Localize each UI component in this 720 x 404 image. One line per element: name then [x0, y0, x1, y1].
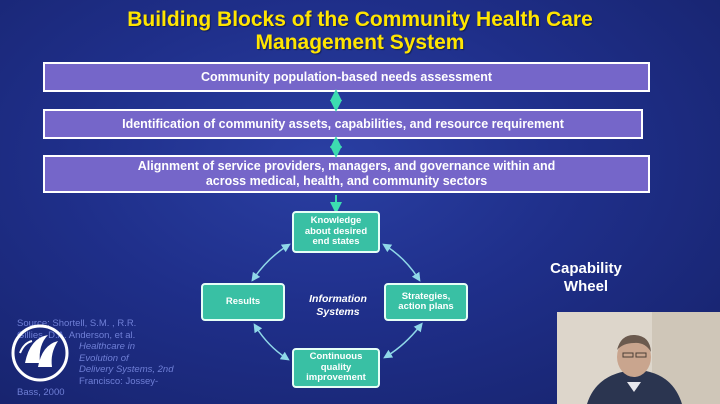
- arrow-left-top: [254, 246, 287, 278]
- wheel-node-improvement-line-3: improvement: [306, 372, 366, 384]
- wheel-node-strategies-line-1: Strategies,: [401, 290, 451, 302]
- source-line-7: Bass, 2000: [17, 387, 65, 398]
- source-line-1: Source: Shortell, S.M. , R.R.: [17, 318, 137, 329]
- block-alignment-text-line-2: across medical, health, and community sectors: [205, 174, 488, 188]
- organization-logo: [10, 323, 70, 383]
- arrow-right-bottom: [387, 326, 420, 356]
- wheel-center-line-1: Information: [309, 293, 367, 305]
- arrow-top-right: [386, 246, 418, 278]
- source-line-4: Evolution of: [79, 352, 129, 364]
- wheel-center-line-2: Systems: [316, 306, 360, 318]
- wheel-node-strategies-line-2: action plans: [398, 301, 454, 312]
- slide-title-line-2: Management System: [255, 31, 465, 54]
- block-alignment-text-line-1: Alignment of service providers, managers, and governance within and: [137, 159, 556, 173]
- source-line-3: Healthcare in: [79, 341, 135, 352]
- block-needs-assessment-text: Community population-based needs assessment: [200, 69, 493, 84]
- wheel-node-improvement-line-1: Continuous: [309, 351, 363, 363]
- wheel-node-results-line-1: Results: [225, 295, 261, 307]
- slide-title-line-1: Building Blocks of the Community Health Care: [127, 8, 593, 31]
- wheel-node-strategies: [384, 283, 468, 321]
- wheel-node-knowledge: [292, 211, 380, 253]
- speaker-video-frame: [557, 312, 720, 404]
- wheel-node-improvement-line-2: quality: [320, 361, 352, 373]
- wheel-node-knowledge-line-2: about desired: [304, 225, 368, 237]
- capability-wheel-label: [518, 260, 654, 296]
- wheel-center-label: [290, 293, 386, 319]
- source-line-5: Delivery Systems, 2nd: [79, 364, 174, 375]
- speaker-webcam-video: [557, 312, 720, 404]
- arrow-bottom-left: [256, 327, 286, 358]
- source-line-2: Gillies, D.A. Anderson, et al.: [17, 329, 136, 341]
- capability-line-2: Wheel: [563, 278, 609, 295]
- wheel-node-results: [201, 283, 285, 321]
- wheel-node-knowledge-line-1: Knowledge: [310, 215, 362, 227]
- block-community-assets-text: Identification of community assets, capabilities, and resource requirement: [122, 116, 564, 131]
- wheel-node-improvement: [292, 348, 380, 388]
- capability-line-1: Capability: [550, 260, 622, 277]
- wheel-node-knowledge-line-3: end states: [312, 236, 360, 248]
- source-line-6: Francisco: Jossey-: [79, 375, 159, 387]
